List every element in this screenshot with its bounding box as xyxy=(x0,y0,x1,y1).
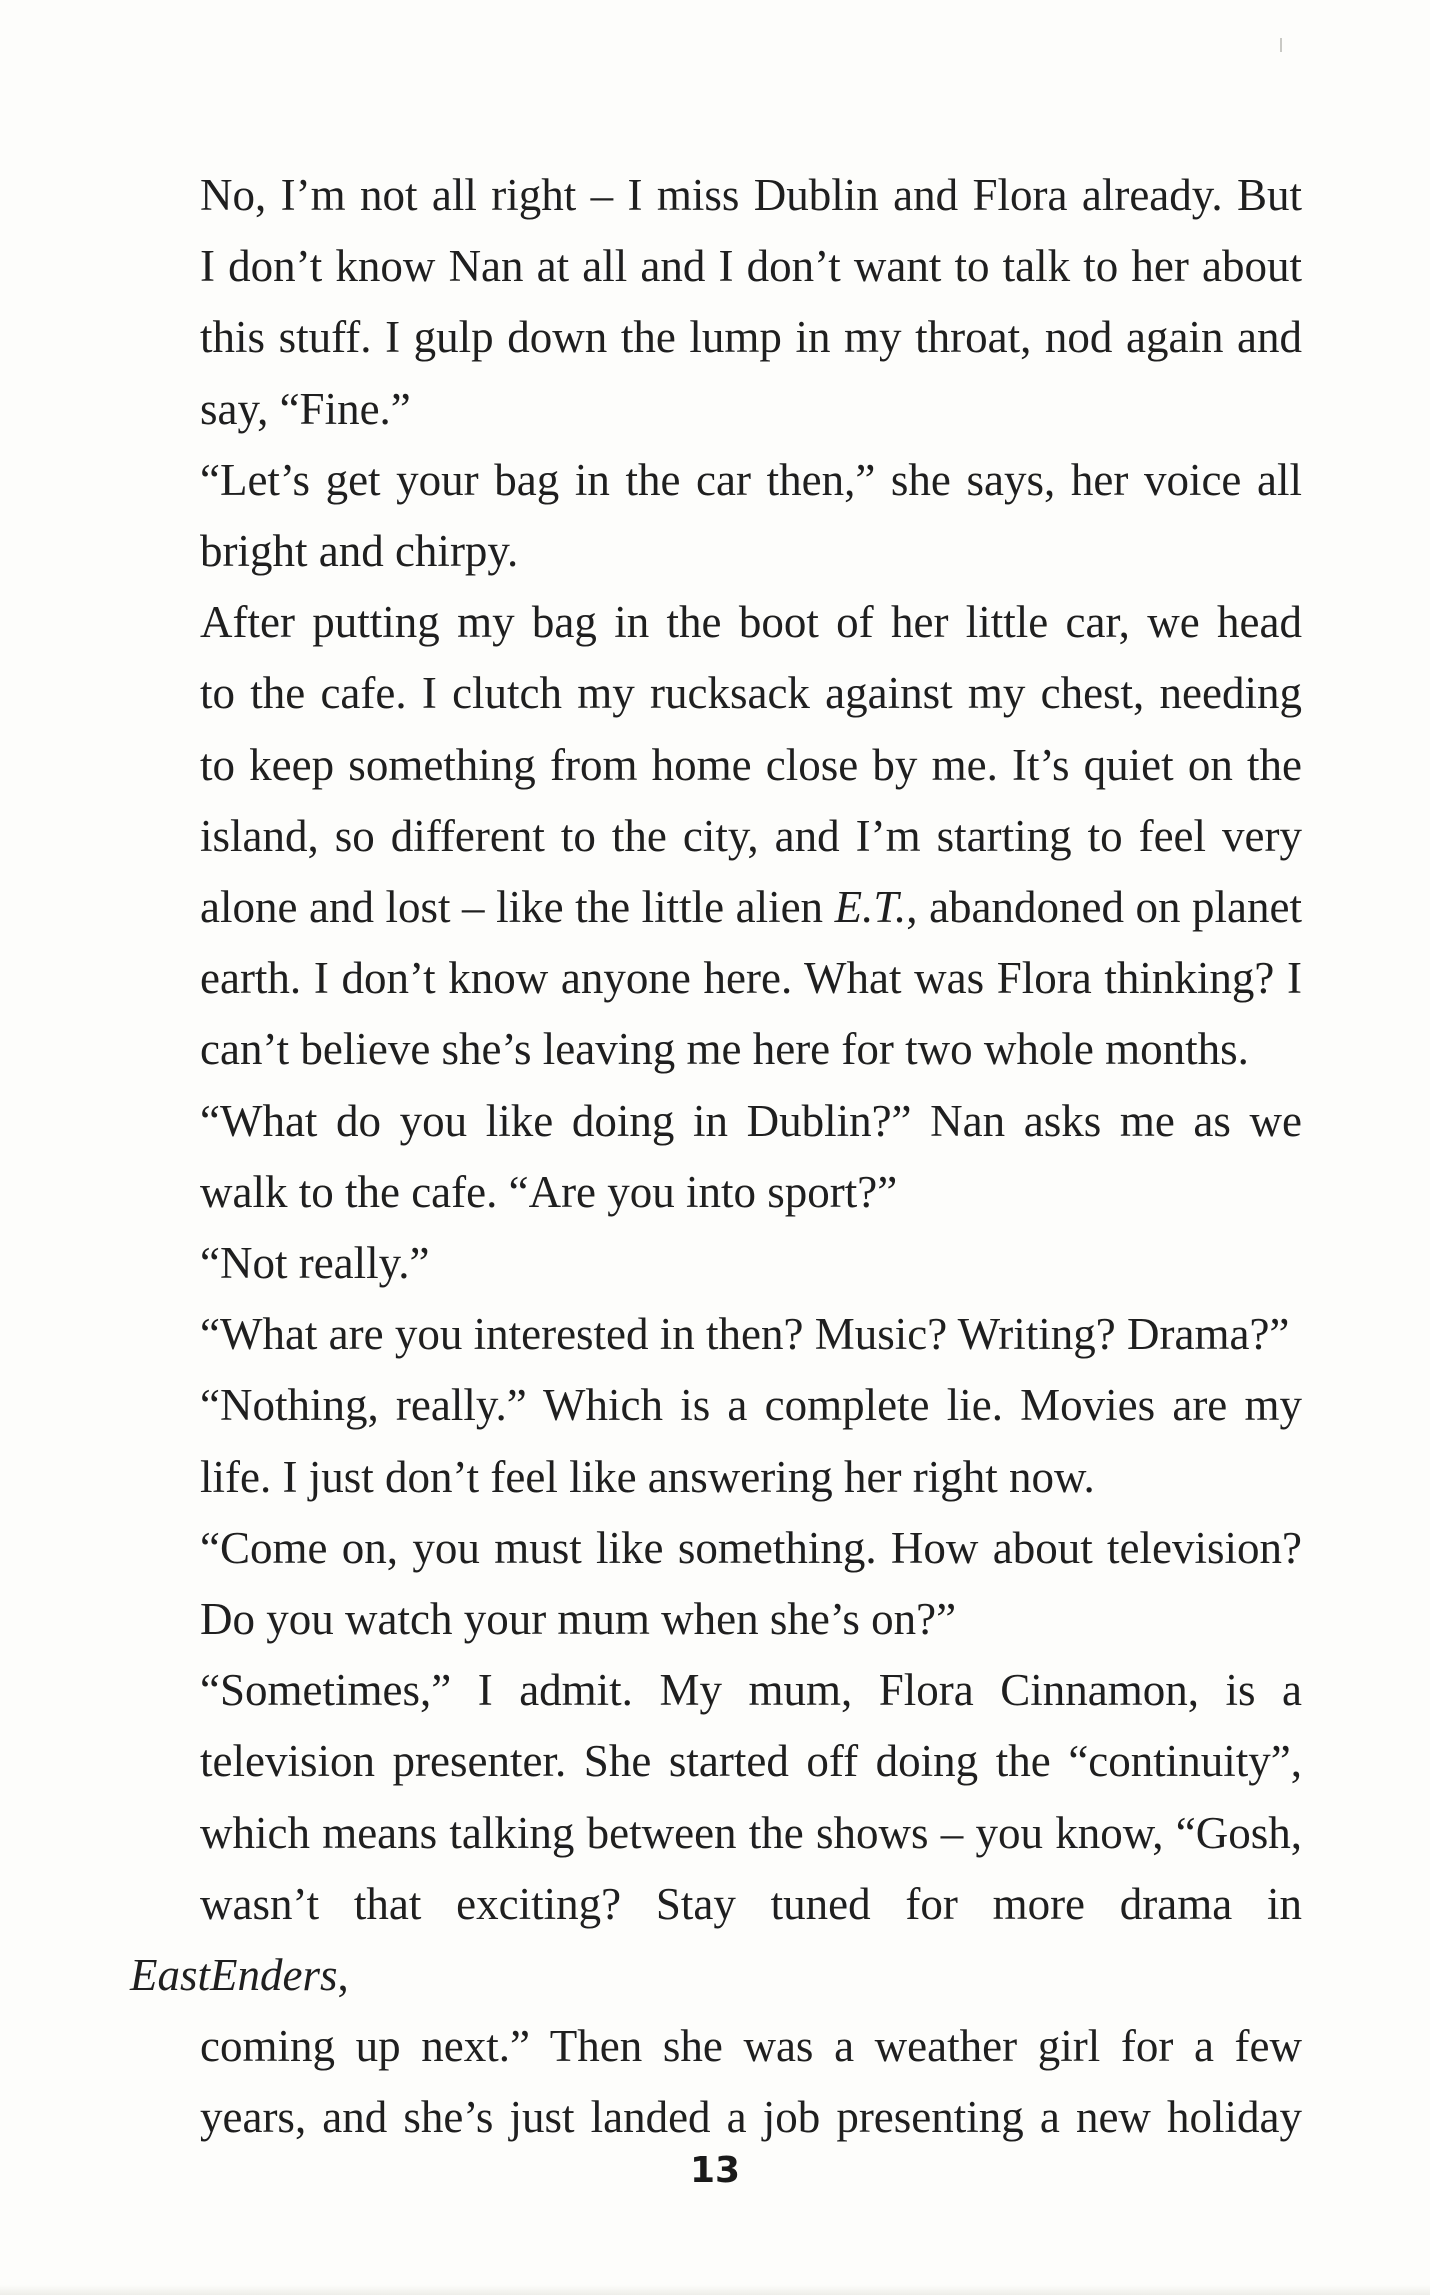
line: television presenter. She started off doing the “continuity”, xyxy=(200,1736,1302,1787)
paragraph xyxy=(130,1299,1302,1370)
line: “Let’s get your bag in the car then,” she says, her voice all xyxy=(200,454,1302,505)
line: After putting my bag in the boot of her little car, we head xyxy=(200,597,1302,648)
line: Do you watch your mum when she’s on?” xyxy=(200,1594,957,1645)
paragraph xyxy=(130,445,1302,587)
paragraph xyxy=(130,1513,1302,1655)
paragraph xyxy=(130,1228,1302,1299)
line: earth. I don’t know anyone here. What was Flora thinking? I xyxy=(200,953,1302,1004)
line: “Come on, you must like something. How about television? xyxy=(200,1522,1302,1573)
line: say, “Fine.” xyxy=(200,383,411,434)
page-number: 13 xyxy=(689,2150,741,2191)
line: I don’t know Nan at all and I don’t want to talk to her about xyxy=(200,241,1302,292)
line: island, so different to the city, and I’m starting to feel very xyxy=(200,810,1302,861)
line: “Nothing, really.” Which is a complete lie. Movies are my xyxy=(200,1380,1302,1431)
line: to keep something from home close by me. It’s quiet on the xyxy=(200,739,1302,790)
line: coming up next.” Then she was a weather girl for a few xyxy=(200,2021,1302,2072)
line: “Not really.” xyxy=(200,1238,430,1289)
line: to the cafe. I clutch my rucksack against my chest, needing xyxy=(200,668,1302,719)
page-bottom-edge xyxy=(0,2285,1430,2295)
line: wasn’t that exciting? Stay tuned for more drama in EastEnders, xyxy=(130,1878,1302,2001)
paragraph xyxy=(130,1655,1302,2153)
line: walk to the cafe. “Are you into sport?” xyxy=(200,1166,898,1217)
paragraph xyxy=(130,160,1302,445)
line: alone and lost – like the little alien E.T., abandoned on planet xyxy=(200,882,1302,933)
paragraph xyxy=(130,587,1302,1085)
line: “What do you like doing in Dublin?” Nan asks me as we xyxy=(200,1095,1302,1146)
line: can’t believe she’s leaving me here for two whole months. xyxy=(200,1024,1249,1075)
scan-mark xyxy=(1280,38,1282,52)
body-text xyxy=(130,160,1302,2154)
line: this stuff. I gulp down the lump in my throat, nod again and xyxy=(200,312,1302,363)
line: which means talking between the shows – you know, “Gosh, xyxy=(200,1807,1302,1858)
paragraph xyxy=(130,1086,1302,1228)
line: No, I’m not all right – I miss Dublin and Flora already. But xyxy=(200,170,1302,220)
line: years, and she’s just landed a job presenting a new holiday xyxy=(200,2092,1302,2143)
line: “Sometimes,” I admit. My mum, Flora Cinnamon, is a xyxy=(200,1665,1302,1716)
line: “What are you interested in then? Music? Writing? Drama?” xyxy=(200,1309,1290,1360)
paragraph xyxy=(130,1370,1302,1512)
line: life. I just don’t feel like answering her right now. xyxy=(200,1451,1095,1502)
line: bright and chirpy. xyxy=(200,526,519,577)
